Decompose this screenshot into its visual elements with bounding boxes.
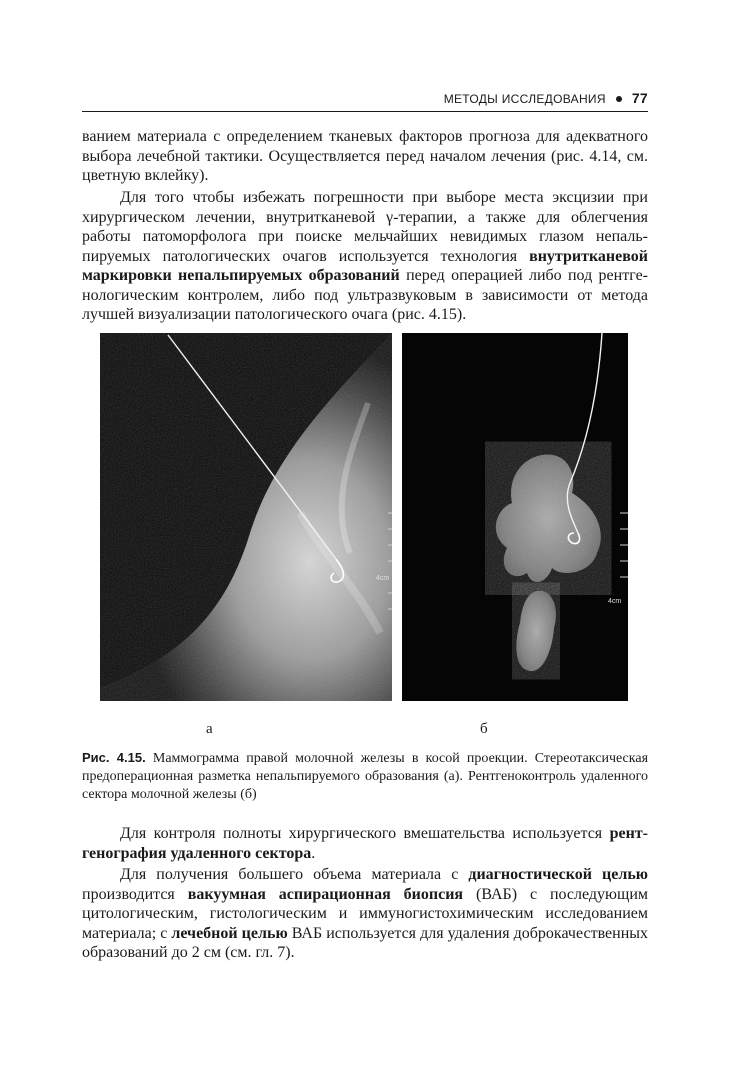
running-header [82,90,648,110]
mammogram-image-a [100,333,392,701]
text-line: ванием материала с определением тканевых факторов прогноза для адекватного [82,128,648,145]
header-section-title: МЕТОДЫ ИССЛЕДОВАНИЯ [443,92,606,106]
text-run: (ВАБ) с последующим цитологическим, гистологическим и иммуногистохимическим исследованием материала; с [82,885,648,942]
text-run: Для контроля полноты хирургического вмешательства используется [120,825,610,842]
header-rule [82,111,648,112]
text-run: Для получения большего объема материала с [120,866,469,883]
specimen-graphic [402,333,628,701]
scale-label: 4cm [608,598,622,605]
figure-number: Рис. 4.15. [82,750,146,765]
text-run: перед операцией либо под рентгенологическим контролем, либо под ультразвуковым в зависимости от метода лучшей визуализации патологического очага (рис. 4.15). [82,267,648,323]
specimen-image-b [402,333,628,701]
mammogram-graphic [100,333,392,701]
figure-caption [82,749,648,804]
text-run: Для того чтобы избежать погрешности при выборе места эксцизии при хирургическом лечении, внутритканевой γ-терапии, а также для облегчения работы патоморфолога при поиске мельчайших невидимых глазом непальпируемых патологических очагов используется технология [82,189,648,265]
figure-label-a: а [206,721,213,737]
text-run: . [311,844,316,862]
page-number: 77 [631,90,648,106]
scale-label: 4cm [376,575,390,582]
text-line: выбора лечебной тактики. Осуществляется перед началом лечения (рис. 4.14, см. [82,147,648,165]
caption-text: Маммограмма правой молочной железы в косой проекции. Стереотаксическая предоперационная разметка непальпируемого образования (а). Рентгеноконтроль удаленного сектора молочной железы (б) [82,751,649,802]
term-marking: внутритканевой маркировки непальпируемых образований [82,247,648,284]
figure-label-b: б [480,721,488,737]
text-line: цветную вклейку). [82,167,209,184]
text-run: производится [82,885,188,903]
term-diagnostic-purpose: диагностической целью [468,866,649,883]
bullet-icon [616,96,622,102]
paragraph-marking [82,188,648,325]
paragraph-continuation [82,127,648,186]
term-vacuum-biopsy: вакуумная аспирационная биопсия [187,885,464,903]
text-run: ВАБ используется для удаления доброкачественных образований до 2 см (см. гл. 7). [82,924,649,961]
term-therapeutic-purpose: лечебной целью [171,924,288,942]
paragraph-vab [82,865,648,963]
paragraph-sector-radiography [82,824,648,863]
term-sector-radiography: рентгенография удаленного сектора [82,825,648,862]
